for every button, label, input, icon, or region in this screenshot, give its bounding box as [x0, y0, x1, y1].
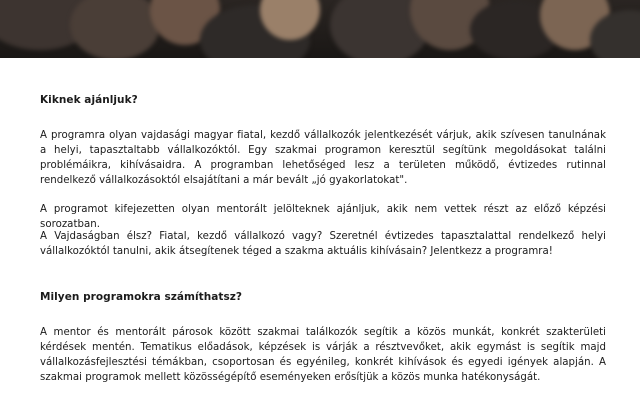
- paragraph-who-callout: A Vajdaságban élsz? Fiatal, kezdő vállalkozó vagy? Szeretnél évtizedes tapasztalattal rendelkező helyi vállalkozóktól tanulni, akik átsegítenek téged a szakma aktuális kihívásain? Jelentkezz a programra!: [40, 231, 606, 257]
- paragraph-who-target: A programot kifejezetten olyan mentorált jelölteknek ajánljuk, akik nem vettek részt az előző képzési sorozatban.: [40, 204, 606, 230]
- section-heading-programs: Milyen programokra számíthatsz?: [40, 291, 243, 303]
- section-heading-who: Kiknek ajánljuk?: [40, 94, 138, 106]
- paragraph-programs: A mentor és mentorált párosok között szakmai találkozók segítik a közös munkát, konkrét szakterületi kérdések mentén. Tematikus előadások, képzések is várják a résztvevőket, akik egymást is segítik majd vállalkozásfejlesztési témákban, csoportosan és egyénileg, konkrét kihívások és egyedi igények alapján. A szakmai programok mellett közösségépítő eseményeken erősítjük a közös munka hatékonyságát.: [40, 327, 606, 383]
- paragraph-who-intro: A programra olyan vajdasági magyar fiatal, kezdő vállalkozók jelentkezését várjuk, akik szívesen tanulnának a helyi, tapasztaltabb vállalkozóktól. Egy szakmai programon keresztül segítünk megoldásokat találni problémáikra, kihívásaidra. A programban lehetőséged lesz a területen működő, évtizedes rutinnal rendelkező vállalkozásoktól elsajátítani a már bevált „jó gyakorlatokat".: [40, 130, 606, 186]
- hero-photo-banner: [0, 0, 640, 58]
